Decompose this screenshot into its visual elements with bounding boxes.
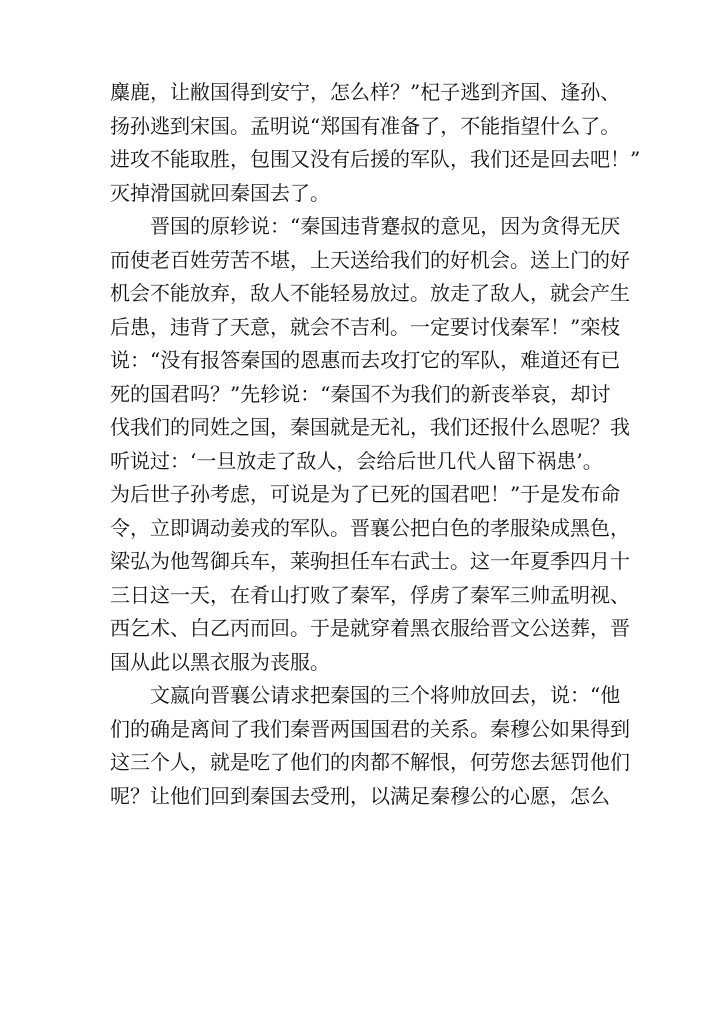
text-line: 扬孙逃到宋国。孟明说“郑国有准备了，不能指望什么了。	[110, 113, 621, 138]
text-line: 们的确是离间了我们秦晋两国国君的关系。秦穆公如果得到	[110, 716, 630, 741]
text-line: 麋鹿，让敝国得到安宁，怎么样？”杞子逃到齐国、逢孙、	[110, 80, 621, 104]
text-line: 灭掉滑国就回秦国去了。	[110, 180, 330, 205]
text-line: 后患，违背了天意，就会不吉利。一定要讨伐秦军！”栾枝	[110, 314, 621, 339]
body-text	[110, 76, 641, 813]
text-line: 听说过：‘一旦放走了敌人，会给后世几代人留下祸患’。	[110, 448, 603, 473]
text-line: 西乞术、白乙丙而回。于是就穿着黑衣服给晋文公送葬，晋	[110, 616, 630, 640]
text-line: 进攻不能取胜，包围又没有后援的军队，我们还是回去吧！”	[110, 147, 641, 171]
text-line: 文嬴向晋襄公请求把秦国的三个将帅放回去，说：“他	[150, 683, 621, 707]
text-line: 三日这一天，在肴山打败了秦军，俘虏了秦军三帅孟明视、	[110, 582, 630, 607]
text-line: 机会不能放弃，敌人不能轻易放过。放走了敌人，就会产生	[110, 281, 630, 305]
text-line: 这三个人，就是吃了他们的肉都不解恨，何劳您去惩罚他们	[110, 750, 630, 774]
text-line: 晋国的原轸说：“秦国违背蹇叔的意见，因为贪得无厌	[150, 214, 621, 238]
text-line: 说：“没有报答秦国的恩惠而去攻打它的军队，难道还有已	[110, 348, 621, 372]
text-line: 国从此以黑衣服为丧服。	[110, 649, 330, 674]
text-line: 梁弘为他驾御兵车，莱驹担任车右武士。这一年夏季四月十	[110, 549, 630, 573]
text-line: 呢？让他们回到秦国去受刑，以满足秦穆公的心愿，怎么	[110, 783, 610, 808]
text-line: 令，立即调动姜戎的军队。晋襄公把白色的孝服染成黑色，	[110, 515, 630, 540]
text-line: 死的国君吗？”先轸说：“秦国不为我们的新丧举哀，却讨	[110, 381, 611, 406]
text-line: 伐我们的同姓之国，秦国就是无礼，我们还报什么恩呢？我	[110, 415, 630, 439]
text-line: 为后世子孙考虑，可说是为了已死的国君吧！”于是发布命	[110, 482, 621, 506]
text-line: 而使老百姓劳苦不堪，上天送给我们的好机会。送上门的好	[110, 247, 630, 272]
